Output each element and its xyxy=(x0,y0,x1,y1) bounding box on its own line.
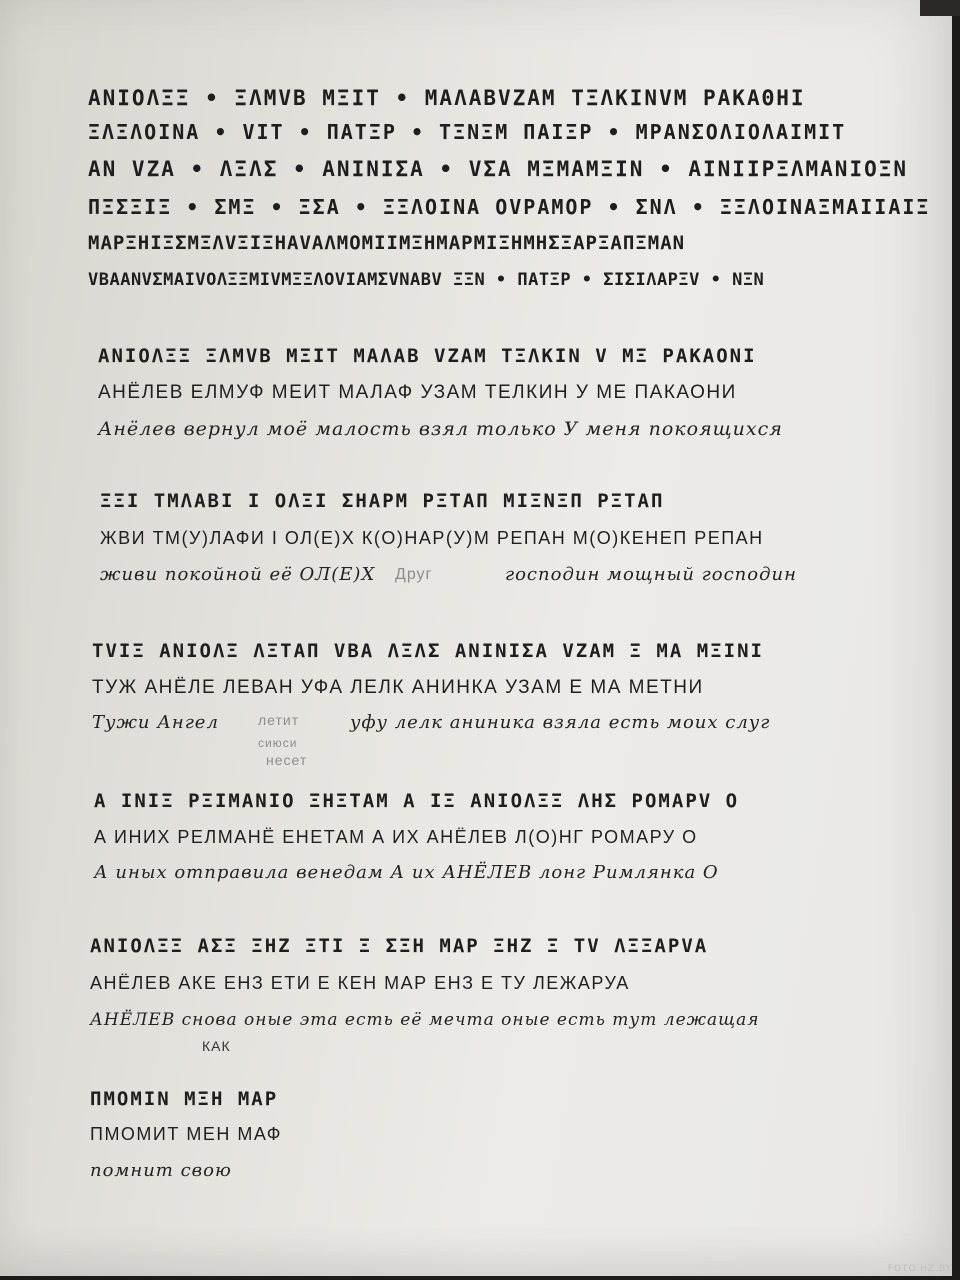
stanza-3-script: ΤVΙΞ ΑΝΙΟΛΞ ΛΞΤΑΠ VΒΑ ΛΞΛΣ ΑΝΙΝΙΣΑ VΖΑΜ Ξ ΜΑ ΜΞΙΝΙ xyxy=(92,640,764,662)
stanza-4-translit: А ИНИХ РЕЛМАНЁ ЕНЕТАМ А ИХ АНЁЛЕВ Л(О)НГ РОМАРУ О xyxy=(94,827,698,847)
stanza-2-gray-word: Друг xyxy=(395,566,433,583)
stanza-2-russian-tail: господин мощный господин xyxy=(505,564,797,585)
header-line-5: ΜΑΡΞΗΙΞΣΜΞΛVΞΙΞΗΑVΑΛΜΟΜΙΙΜΞΗΜΑΡΜΙΞΗΜΗΣΞΑΡΞΑΠΞΜΑΝ xyxy=(88,232,686,254)
header-line-6: VΒΑΑΝVΣΜΑΙVΟΛΞΞΜΙVΜΞΞΛΟVΙΑΜΣVΝΑΒV ΞΞΝ • ΠΑΤΞΡ • ΣΙΣΙΛΑΡΞV • ΝΞΝ xyxy=(88,270,765,290)
stanza-5-russian: АНЁЛЕВ снова оные эта есть её мечта оные есть тут лежащая xyxy=(90,1010,760,1030)
stanza-3-russian-head: Тужи Ангел xyxy=(92,712,219,733)
stanza-1-russian: Анёлев вернул моё малость взял только У меня покоящихся xyxy=(98,418,783,440)
header-line-1: ΑΝΙΟΛΞΞ • ΞΛΜVΒ ΜΞΙΤ • ΜΑΛΑΒVΖΑΜ ΤΞΛΚΙΝVΜ ΡΑΚΑΘΗΙ xyxy=(88,86,806,110)
stanza-3-note-letit: летит xyxy=(258,712,300,728)
stanza-5-script: ΑΝΙΟΛΞΞ ΑΣΞ ΞΗΖ ΞΤΙ Ξ ΣΞΗ ΜΑΡ ΞΗΖ Ξ ΤV ΛΞΞΑΡVΑ xyxy=(90,935,709,957)
watermark: FOTO.HZ.BY xyxy=(887,1264,952,1274)
stanza-3-note-sinosi: сиюси xyxy=(258,736,298,750)
stanza-5-translit: АНЁЛЕВ АКЕ ЕНЗ ЕТИ Е КЕН МАР ЕНЗ Е ТУ ЛЕЖАРУА xyxy=(90,973,630,993)
header-line-4: ΠΞΣΞΙΞ • ΣΜΞ • ΞΣΑ • ΞΞΛΟΙΝΑ ΟVΡΑΜΟΡ • ΣΝΛ • ΞΞΛΟΙΝΑΞΜΑΙΙΑΙΞ xyxy=(88,195,931,219)
stanza-3-translit: ТУЖ АНЁЛЕ ЛЕВАН УФА ЛЕЛК АНИНКА УЗАМ Е МА МЕТНИ xyxy=(92,677,704,698)
stanza-6-russian: помнит свою xyxy=(90,1160,232,1181)
stanza-3-note-neset: несет xyxy=(266,752,308,768)
table-background xyxy=(920,0,960,16)
stanza-3-russian-tail: уфу лелк аниника взяла есть моих слуг xyxy=(350,712,771,733)
stanza-1-script: ΑΝΙΟΛΞΞ ΞΛΜVΒ ΜΞΙΤ ΜΑΛΑΒ VΖΑΜ ΤΞΛΚΙΝ V ΜΞ ΡΑΚΑΟΝΙ xyxy=(98,345,757,367)
stanza-1-translit: АНЁЛЕВ ЕЛМУФ МЕИТ МАЛАФ УЗАМ ТЕЛКИН У МЕ ПАКАОНИ xyxy=(98,382,737,403)
stanza-4-script: Α ΙΝΙΞ ΡΞΙΜΑΝΙΟ ΞΗΞΤΑΜ Α ΙΞ ΑΝΙΟΛΞΞ ΛΗΣ ΡΟΜΑΡV Ο xyxy=(94,790,740,812)
header-line-3: ΑΝ VΖΑ • ΛΞΛΣ • ΑΝΙΝΙΣΑ • VΣΑ ΜΞΜΑΜΞΙΝ • ΑΙΝΙΙΡΞΛΜΑΝΙΟΞΝ xyxy=(88,157,909,181)
header-line-2: ΞΛΞΛΟΙΝΑ • VΙΤ • ΠΑΤΞΡ • ΤΞΝΞΜ ΠΑΙΞΡ • ΜΡΑΝΣΟΛΙΟΛΑΙΜΙΤ xyxy=(88,120,847,144)
stanza-5-note-kak: КАК xyxy=(202,1038,231,1054)
stanza-2-script: ΞΞΙ ΤΜΛΑΒΙ Ι ΟΛΞΙ ΣΗΑΡΜ ΡΞΤΑΠ ΜΙΞΝΞΠ ΡΞΤΑΠ xyxy=(100,490,665,512)
stanza-6-translit: ПМОМИТ МЕН МАФ xyxy=(90,1124,282,1144)
stanza-2-translit: ЖВИ ТМ(У)ЛАФИ І ОЛ(Е)Х К(О)НАР(У)М РЕПАН М(О)КЕНЕП РЕПАН xyxy=(100,528,764,548)
stanza-2-russian: живи покойной её ОЛ(Е)Х xyxy=(100,564,376,585)
stanza-6-script: ΠΜΟΜΙΝ ΜΞΗ ΜΑΡ xyxy=(90,1088,279,1110)
stanza-4-russian: А иных отправила венедам А их АНЁЛЕВ лонг Римлянка О xyxy=(94,862,719,883)
